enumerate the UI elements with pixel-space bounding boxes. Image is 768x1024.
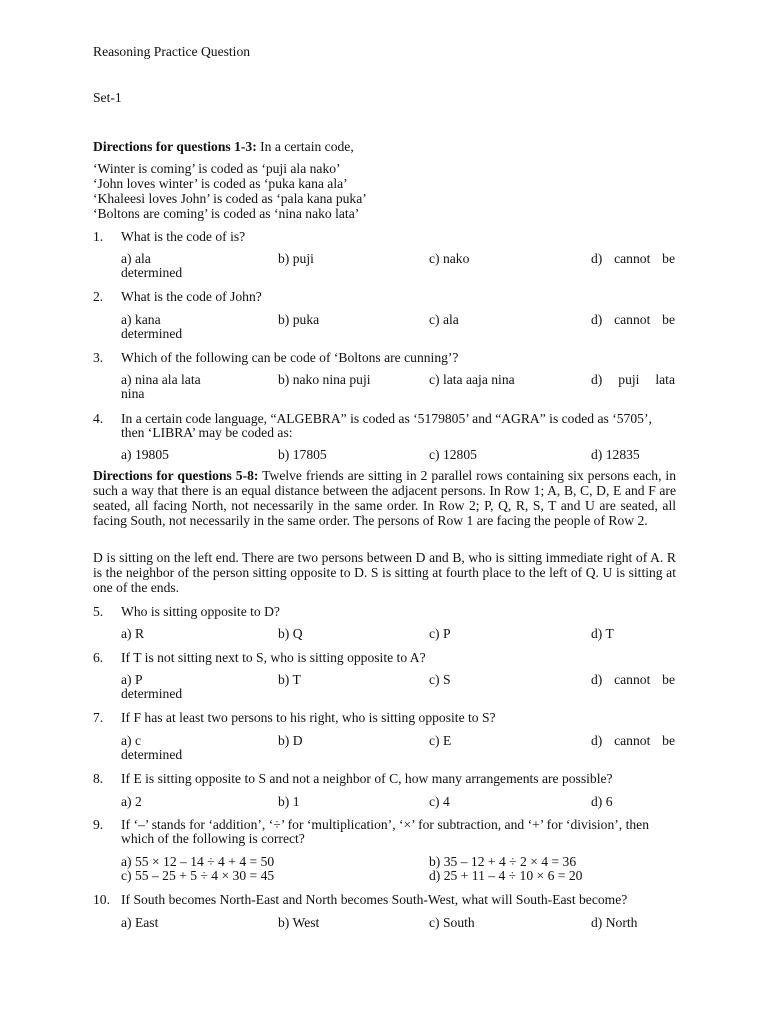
option-b: b) 1 (278, 794, 300, 809)
question-text-line-2: which of the following is correct? (121, 831, 305, 846)
directions-5-8-text: Twelve friends are sitting in 2 parallel rows containing six persons each, in such a way that there is an equal distance between the adjacent persons. In Row 1; A, B, C, D, E and F are seated, all facing North, not necessarily in the same order. In Row 2; P, Q, R, S, T and U are seated, all facing South, not necessarily in the same order. The persons of Row 1 are facing the people of Row 2. (93, 468, 677, 528)
option-a: a) 2 (121, 794, 142, 809)
option-b: b) D (278, 733, 303, 748)
option-d: d) cannot be (591, 733, 675, 748)
question-text: If South becomes North-East and North becomes South-West, what will South-East become? (121, 892, 628, 907)
option-d: d) 12835 (591, 447, 640, 462)
question-text: Which of the following can be code of ‘Boltons are cunning’? (121, 350, 459, 365)
option-b: b) T (278, 672, 301, 687)
code-line-4: ‘Boltons are coming’ is coded as ‘nina nako lata’ (93, 206, 360, 221)
option-a: a) R (121, 626, 145, 641)
option-a: a) ala (121, 251, 151, 266)
question-number: 4. (93, 411, 104, 426)
option-a: a) East (121, 915, 159, 930)
question-number: 3. (93, 350, 104, 365)
arrangement-paragraph: D is sitting on the left end. There are two persons between D and B, who is sitting immediate right of A. R is the neighbor of the person sitting opposite to D. S is sitting at fourth place to the left of Q. U is sitting at one of the ends. (93, 550, 676, 595)
option-d-continued: determined (121, 265, 183, 280)
question-number: 5. (93, 604, 104, 619)
option-c: c) 12805 (429, 447, 477, 462)
question-text: If E is sitting opposite to S and not a neighbor of C, how many arrangements are possible? (121, 771, 613, 786)
option-d: d) North (591, 915, 638, 930)
question-text: If T is not sitting next to S, who is sitting opposite to A? (121, 650, 426, 665)
option-c: c) P (429, 626, 451, 641)
question-number: 1. (93, 229, 104, 244)
document-title: Reasoning Practice Question (93, 44, 251, 59)
question-number: 8. (93, 771, 104, 786)
option-b: b) nako nina puji (278, 372, 371, 387)
option-c: c) lata aaja nina (429, 372, 515, 387)
option-c: c) nako (429, 251, 470, 266)
option-c: c) 55 – 25 + 5 ÷ 4 × 30 = 45 (121, 868, 275, 883)
question-text: What is the code of is? (121, 229, 246, 244)
option-d-continued: determined (121, 686, 183, 701)
option-b: b) 35 – 12 + 4 ÷ 2 × 4 = 36 (429, 854, 577, 869)
question-text: Who is sitting opposite to D? (121, 604, 280, 619)
option-a: a) 19805 (121, 447, 169, 462)
option-c: c) E (429, 733, 452, 748)
option-a: a) kana (121, 312, 161, 327)
option-d: d) puji lata (591, 372, 675, 387)
option-a-continued: nina (121, 386, 145, 401)
option-d: d) 6 (591, 794, 613, 809)
question-text-line-2: then ‘LIBRA’ may be coded as: (121, 425, 293, 440)
option-b: b) Q (278, 626, 303, 641)
option-a: a) 55 × 12 – 14 ÷ 4 + 4 = 50 (121, 854, 275, 869)
question-text: If F has at least two persons to his right, who is sitting opposite to S? (121, 710, 496, 725)
option-a: a) c (121, 733, 141, 748)
option-d: d) 25 + 11 – 4 ÷ 10 × 6 = 20 (429, 868, 583, 883)
option-b: b) puji (278, 251, 314, 266)
option-d: d) T (591, 626, 614, 641)
option-c: c) S (429, 672, 451, 687)
question-number: 2. (93, 289, 104, 304)
question-number: 9. (93, 817, 104, 832)
option-b: b) West (278, 915, 320, 930)
set-label: Set-1 (93, 90, 122, 105)
option-a: a) nina ala lata (121, 372, 201, 387)
option-b: b) puka (278, 312, 320, 327)
directions-1-3-label: Directions for questions 1-3: (93, 139, 257, 154)
option-d: d) cannot be (591, 251, 675, 266)
question-number: 10. (93, 892, 110, 907)
code-line-2: ‘John loves winter’ is coded as ‘puka kana ala’ (93, 176, 348, 191)
option-d: d) cannot be (591, 672, 675, 687)
directions-1-3 (93, 139, 675, 154)
option-a: a) P (121, 672, 143, 687)
code-line-1: ‘Winter is coming’ is coded as ‘puji ala nako’ (93, 161, 341, 176)
code-line-3: ‘Khaleesi loves John’ is coded as ‘pala kana puka’ (93, 191, 367, 206)
option-b: b) 17805 (278, 447, 327, 462)
option-c: c) ala (429, 312, 459, 327)
option-d-continued: determined (121, 747, 183, 762)
option-c: c) 4 (429, 794, 450, 809)
question-text-line-1: If ‘–’ stands for ‘addition’, ‘÷’ for ‘multiplication’, ‘×’ for subtraction, and ‘+’ for ‘division’, then (121, 817, 649, 832)
directions-5-8 (93, 468, 676, 528)
question-text: What is the code of John? (121, 289, 262, 304)
option-d: d) cannot be (591, 312, 675, 327)
question-number: 6. (93, 650, 104, 665)
option-d-continued: determined (121, 326, 183, 341)
directions-1-3-text: In a certain code, (256, 139, 354, 154)
question-number: 7. (93, 710, 104, 725)
question-text-line-1: In a certain code language, “ALGEBRA” is coded as ‘5179805’ and “AGRA” is coded as ‘5705’, (121, 411, 652, 426)
option-c: c) South (429, 915, 475, 930)
directions-5-8-label: Directions for questions 5-8: (93, 468, 259, 483)
